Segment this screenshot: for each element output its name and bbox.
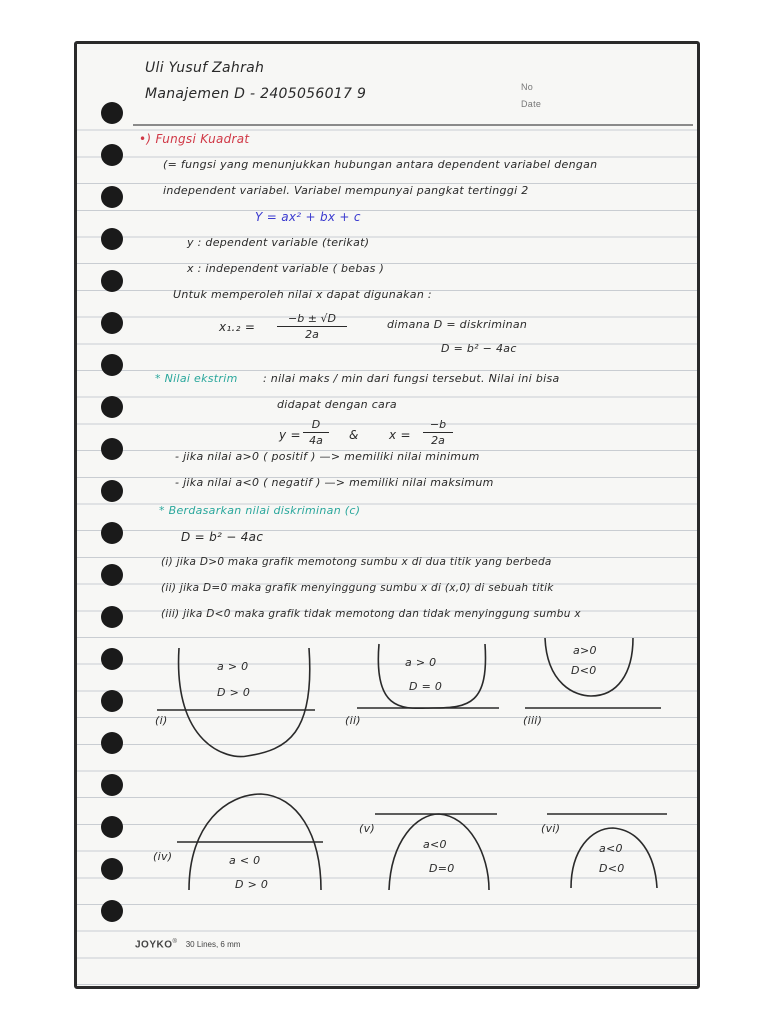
graph-label-iv: (iv) [153, 850, 173, 863]
case-3: (iii) jika D<0 maka grafik tidak memotong dan tidak menyinggung sumbu x [161, 608, 581, 620]
graph-a-vi: a<0 [599, 842, 623, 855]
parabola-ii [378, 644, 485, 708]
x-numerator: −b [429, 418, 447, 431]
graph-d-iv: D > 0 [235, 878, 269, 891]
notebook-page [74, 41, 700, 989]
student-course: Manajemen D - 2405056017 9 [145, 86, 367, 102]
graph-d-vi: D<0 [599, 862, 625, 875]
jika-positif: - jika nilai a>0 ( positif ) —> memiliki nilai minimum [175, 450, 480, 463]
graph-d-ii: D = 0 [409, 680, 443, 693]
case-1: (i) jika D>0 maka grafik memotong sumbu x di dua titik yang berbeda [161, 556, 552, 568]
jika-negatif: - jika nilai a<0 ( negatif ) —> memiliki nilai maksimum [175, 476, 494, 489]
parabola-v [389, 814, 489, 890]
graph-label-iii: (iii) [523, 714, 543, 727]
graph-a-iv: a < 0 [229, 854, 261, 867]
nilai-ekstrim-text: : nilai maks / min dari fungsi tersebut. Nilai ini bisa [263, 372, 560, 385]
no-label: No [521, 82, 534, 92]
graph-d-i: D > 0 [217, 686, 251, 699]
graph-label-vi: (vi) [541, 822, 561, 835]
x12-denominator: 2a [305, 328, 319, 341]
graph-a-i: a > 0 [217, 660, 249, 673]
y-numerator: D [311, 418, 321, 431]
graph-d-iii: D<0 [571, 664, 597, 677]
x12-numerator: −b ± √D [288, 312, 336, 325]
graph-label-v: (v) [359, 822, 375, 835]
definition-line-2: independent variabel. Variabel mempunyai pangkat tertinggi 2 [163, 184, 529, 197]
berdasarkan-label: * Berdasarkan nilai diskriminan (c) [159, 504, 361, 517]
parabola-vi [571, 828, 657, 888]
ampersand: & [349, 428, 359, 442]
x-definition: x : independent variable ( bebas ) [187, 262, 385, 275]
x-denominator: 2a [431, 434, 445, 447]
graph-a-ii: a > 0 [405, 656, 437, 669]
quadratic-formula: Y = ax² + bx + c [255, 210, 361, 224]
date-label: Date [521, 99, 542, 109]
x12-label: x₁.₂ = [219, 320, 256, 334]
graph-label-ii: (ii) [345, 714, 361, 727]
nilai-ekstrim-label: * Nilai ekstrim [155, 372, 238, 385]
student-name: Uli Yusuf Zahrah [145, 60, 265, 76]
untuk-line: Untuk memperoleh nilai x dapat digunakan : [173, 288, 432, 301]
y-denominator: 4a [309, 434, 323, 447]
graph-d-v: D=0 [429, 862, 455, 875]
brand-logo: JOYKO [135, 939, 173, 951]
discriminant-formula: D = b² − 4ac [181, 530, 264, 544]
nilai-ekstrim-text-2: didapat dengan cara [277, 398, 397, 411]
y-definition: y : dependent variable (terikat) [187, 236, 370, 249]
case-2: (ii) jika D=0 maka grafik menyinggung sumbu x di (x,0) di sebuah titik [161, 582, 554, 594]
registered-mark: ® [172, 939, 177, 945]
graph-a-v: a<0 [423, 838, 447, 851]
x-extreme-label: x = [389, 428, 411, 442]
d-formula: D = b² − 4ac [441, 342, 517, 355]
definition-line-1: (= fungsi yang menunjukkan hubungan antara dependent variabel dengan [163, 158, 598, 171]
graph-label-i: (i) [155, 714, 168, 727]
dimana-text: dimana D = diskriminan [387, 318, 528, 331]
y-extreme-label: y = [279, 428, 301, 442]
graph-a-iii: a>0 [573, 644, 597, 657]
paper-spec: 30 Lines, 6 mm [185, 940, 241, 950]
section-title: •) Fungsi Kuadrat [139, 132, 250, 146]
brand-footer [135, 939, 240, 950]
